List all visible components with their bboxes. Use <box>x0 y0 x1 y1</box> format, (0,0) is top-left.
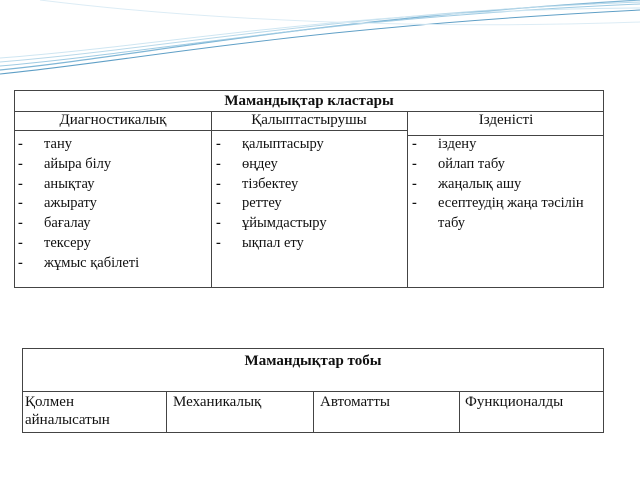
list-item-text: іздену <box>438 136 477 152</box>
list-item <box>216 214 404 234</box>
list-item-text: реттеу <box>242 195 282 212</box>
list-item <box>216 194 404 214</box>
bullet-dash: - <box>216 136 221 152</box>
bullet-dash: - <box>18 254 23 271</box>
groups-table <box>22 348 604 433</box>
bullet-dash: - <box>412 195 417 212</box>
bullet-dash: - <box>412 175 417 192</box>
bullet-dash: - <box>18 215 23 232</box>
list-item <box>18 155 206 175</box>
bullet-dash: - <box>18 175 23 192</box>
divider <box>15 130 212 131</box>
bullet-dash: - <box>412 155 417 172</box>
list-item-text: бағалау <box>44 215 91 232</box>
group-cell-functional: Функционалды <box>465 394 564 410</box>
list-item-text: ықпал ету <box>242 234 304 251</box>
list-item-text: жұмыс қабілеті <box>44 254 140 271</box>
formative-list <box>216 135 404 254</box>
list-item-text: анықтау <box>44 175 95 192</box>
bullet-dash: - <box>18 155 23 172</box>
list-item-text: тізбектеу <box>242 175 299 192</box>
group-cell-manual: Қолмен айналысатын <box>25 394 110 428</box>
list-item <box>18 135 206 155</box>
divider <box>459 391 460 432</box>
list-item <box>18 234 206 254</box>
list-item-text: өңдеу <box>242 155 278 172</box>
list-item <box>18 175 206 195</box>
bullet-dash: - <box>216 215 221 232</box>
bullet-dash: - <box>216 175 221 192</box>
group-cell-mechanical: Механикалық <box>173 394 262 410</box>
bullet-dash: - <box>18 136 23 152</box>
list-item <box>18 214 206 234</box>
list-item-text: есептеудің жаңа тәсілін табу <box>438 195 584 232</box>
list-item-text: айыра білу <box>44 155 112 172</box>
column-header-diagnostic: Диагностикалық <box>59 112 167 128</box>
groups-title: Мамандықтар тобы <box>244 353 382 369</box>
group-cell-automatic: Автоматты <box>320 394 390 410</box>
divider <box>211 130 408 131</box>
list-item <box>216 234 404 254</box>
list-item <box>216 135 404 155</box>
list-item <box>412 175 598 195</box>
bullet-dash: - <box>412 136 417 152</box>
bullet-dash: - <box>216 195 221 212</box>
bullet-dash: - <box>216 155 221 172</box>
divider <box>313 391 314 432</box>
list-item <box>18 194 206 214</box>
divider <box>166 391 167 432</box>
list-item-text: ұйымдастыру <box>242 215 327 232</box>
diagnostic-list <box>18 135 206 274</box>
list-item-text: жаңалық ашу <box>438 175 522 192</box>
bullet-dash: - <box>18 195 23 212</box>
list-item <box>412 194 598 234</box>
list-item-text: ойлап табу <box>438 155 505 172</box>
list-item <box>412 135 598 155</box>
list-item-text: ажырату <box>44 195 97 212</box>
list-item <box>216 155 404 175</box>
column-header-formative: Қалыптастырушы <box>251 112 367 128</box>
list-item <box>216 175 404 195</box>
divider <box>407 111 408 287</box>
list-item <box>412 155 598 175</box>
clusters-title: Мамандықтар кластары <box>224 93 394 109</box>
list-item-text: қалыптасыру <box>242 136 324 152</box>
decorative-waves <box>0 0 640 80</box>
clusters-table <box>14 90 604 288</box>
list-item-text: тану <box>44 136 72 152</box>
list-item <box>18 254 206 274</box>
column-header-search: Ізденісті <box>478 112 534 128</box>
bullet-dash: - <box>216 234 221 251</box>
bullet-dash: - <box>18 234 23 251</box>
list-item-text: тексеру <box>44 234 91 251</box>
divider <box>211 111 212 287</box>
search-list <box>412 135 598 234</box>
